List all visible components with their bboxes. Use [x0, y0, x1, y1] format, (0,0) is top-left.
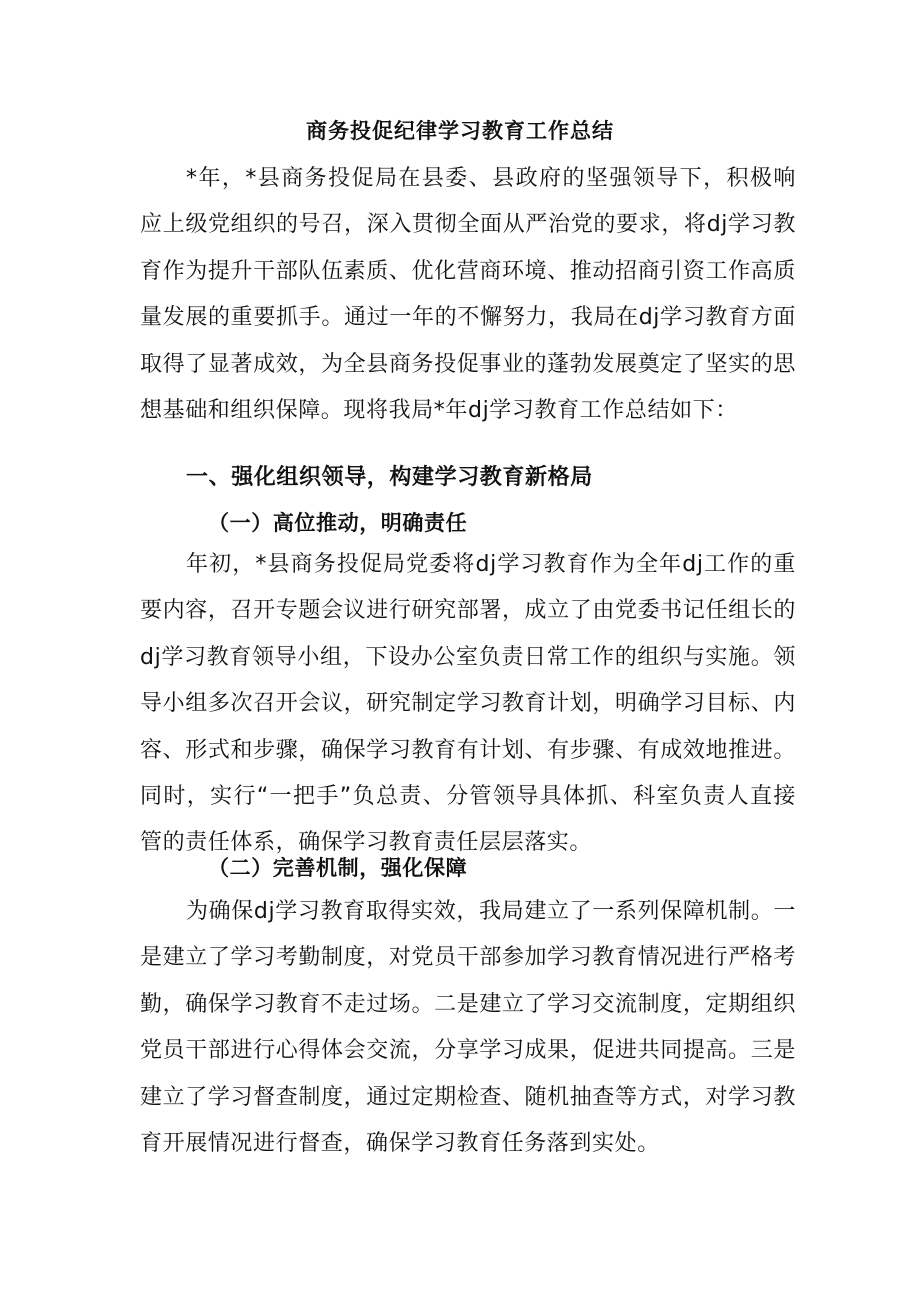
subsection-1-paragraph: 年初，*县商务投促局党委将dj学习教育作为全年dj工作的重要内容，召开专题会议进行研究部署，成立了由党委书记任组长的dj学习教育领导小组，下设办公室负责日常工作的组织与实施。领导小组多次召开会议，研究制定学习教育计划，明确学习目标、内容、形式和步骤，确保学习教育有计划、有步骤、有成效地推进。同时，实行“一把手”负总责、分管领导具体抓、科室负责人直接管的责任体系，确保学习教育责任层层落实。 [140, 552, 796, 856]
section-heading-1: 一、强化组织领导，构建学习教育新格局 [186, 465, 593, 490]
subsection-heading-2: （二）完善机制，强化保障 [208, 856, 468, 880]
subsection-heading-1: （一）高位推动，明确责任 [208, 511, 468, 535]
intro-paragraph: *年，*县商务投促局在县委、县政府的坚强领导下，积极响应上级党组织的号召，深入贯彻全面从严治党的要求，将dj学习教育作为提升干部队伍素质、优化营商环境、推动招商引资工作高质量发展的重要抓手。通过一年的不懈努力，我局在dj学习教育方面取得了显著成效，为全县商务投促事业的蓬勃发展奠定了坚实的思想基础和组织保障。现将我局*年dj学习教育工作总结如下： [140, 166, 796, 424]
subsection-2-paragraph: 为确保dj学习教育取得实效，我局建立了一系列保障机制。一是建立了学习考勤制度，对党员干部参加学习教育情况进行严格考勤，确保学习教育不走过场。二是建立了学习交流制度，定期组织党员干部进行心得体会交流，分享学习成果，促进共同提高。三是建立了学习督查制度，通过定期检查、随机抽查等方式，对学习教育开展情况进行督查，确保学习教育任务落到实处。 [140, 899, 796, 1157]
document-title: 商务投促纪律学习教育工作总结 [306, 119, 614, 143]
